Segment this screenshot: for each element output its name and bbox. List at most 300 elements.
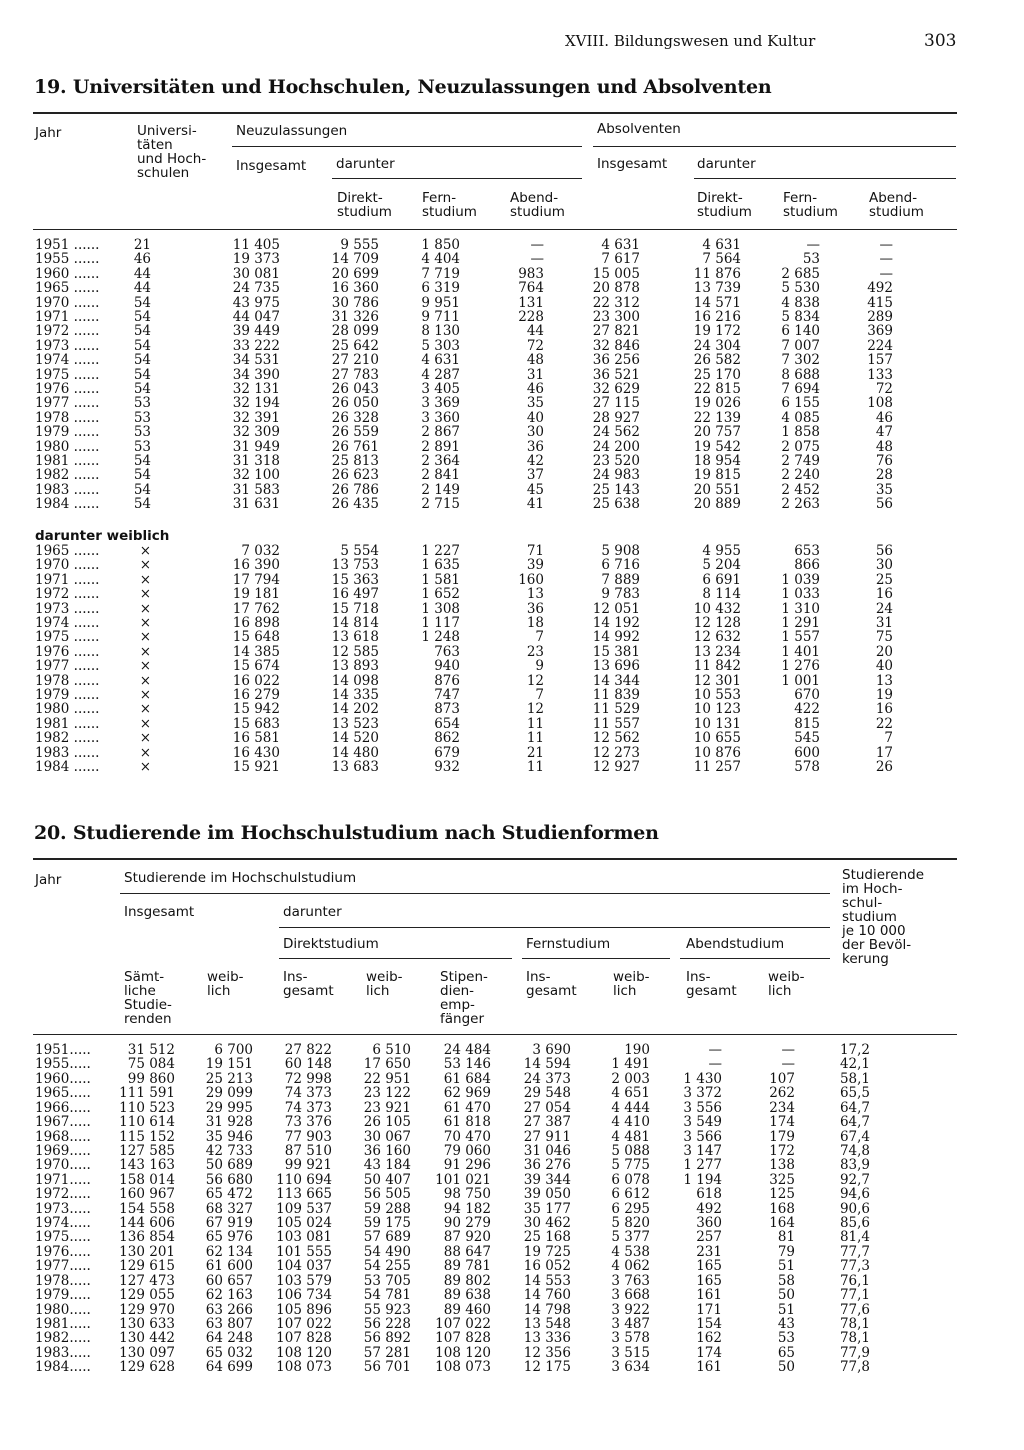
cell-year: 1969.....	[35, 1142, 91, 1159]
cell-abs-fern: 4 838	[781, 294, 820, 311]
cell-fern-weiblich: 3 763	[611, 1272, 650, 1289]
cell-abend-insgesamt: 154	[696, 1315, 722, 1332]
cell-saemtliche: 75 084	[127, 1056, 175, 1073]
cell-weiblich: 64 248	[205, 1330, 253, 1347]
cell-fern-weiblich: 5 775	[611, 1157, 650, 1174]
cell-direkt-insgesamt: 77 903	[284, 1128, 332, 1145]
cell-neu-fern: 2 364	[421, 453, 460, 469]
cell-abend-weiblich: 172	[769, 1142, 795, 1159]
cell-stipendien: 70 470	[443, 1128, 491, 1145]
cell-weiblich: 42 733	[205, 1142, 253, 1159]
cell-stipendien: 88 647	[443, 1243, 491, 1260]
cell-neu-abend: 12	[526, 701, 544, 718]
cell-year: 1973 ......	[35, 600, 100, 617]
cell-unis: 53	[133, 438, 151, 455]
cell-neu-fern: 4 631	[421, 352, 460, 369]
cell-stipendien: 87 920	[443, 1229, 491, 1246]
cell-year: 1955.....	[35, 1056, 91, 1073]
cell-je-10000: 77,9	[839, 1344, 870, 1361]
cell-neu-abend: —	[530, 237, 544, 253]
cell-neu-abend: 131	[518, 294, 544, 311]
cell-direkt-weiblich: 6 510	[372, 1042, 411, 1058]
cell-saemtliche: 99 860	[127, 1070, 175, 1087]
cell-saemtliche: 110 523	[119, 1099, 175, 1116]
cell-je-10000: 76,1	[839, 1272, 870, 1289]
cell-neu-fern: 1 308	[421, 600, 460, 617]
cell-year: 1980 ......	[35, 438, 100, 455]
cell-neu-insgesamt: 44 047	[232, 309, 280, 325]
cell-abs-direkt: 20 757	[693, 424, 741, 441]
t20-col-studierende: Studierende im Hochschulstudium	[124, 870, 357, 886]
cell-abs-direkt: 12 301	[693, 672, 741, 689]
cell-saemtliche: 115 152	[119, 1128, 175, 1145]
cell-abs-fern: 1 033	[781, 586, 820, 603]
cell-year: 1951.....	[35, 1042, 91, 1058]
t20-col-ins-abend: Ins- gesamt	[686, 969, 737, 999]
cell-neu-direkt: 16 497	[331, 586, 379, 603]
cell-neu-abend: 30	[526, 424, 544, 441]
cell-unis: 44	[133, 265, 151, 282]
table-20-top-rule	[33, 858, 957, 860]
cell-abend-weiblich: 138	[769, 1157, 795, 1174]
cell-abs-direkt: 19 026	[693, 395, 741, 412]
cell-weiblich: 63 807	[205, 1315, 253, 1332]
cell-abs-insgesamt: 15 005	[592, 265, 640, 282]
t20-col-abend: Abendstudium	[686, 936, 785, 952]
cell-abs-insgesamt: 32 846	[592, 337, 640, 354]
cell-abs-fern: 866	[794, 557, 820, 574]
cell-abend-insgesamt: 3 147	[683, 1142, 722, 1159]
cell-neu-direkt: 14 814	[331, 615, 379, 631]
cell-year: 1966.....	[35, 1099, 91, 1116]
cell-neu-insgesamt: 19 181	[232, 586, 280, 603]
cell-abend-insgesamt: 3 372	[683, 1085, 722, 1102]
cell-direkt-insgesamt: 60 148	[284, 1056, 332, 1073]
cell-weiblich: 29 995	[205, 1099, 253, 1116]
cell-direkt-weiblich: 26 105	[363, 1114, 411, 1131]
cell-fern-insgesamt: 14 553	[523, 1272, 571, 1289]
cell-unis: ×	[139, 586, 151, 603]
cell-stipendien: 89 460	[443, 1301, 491, 1318]
cell-neu-fern: 763	[434, 643, 460, 660]
cell-neu-fern: 876	[434, 672, 460, 689]
cell-neu-insgesamt: 16 430	[232, 744, 280, 761]
cell-abend-weiblich: —	[781, 1056, 795, 1073]
cell-abs-direkt: 10 131	[693, 715, 741, 732]
cell-neu-insgesamt: 15 648	[232, 629, 280, 646]
cell-abs-direkt: 19 815	[693, 467, 741, 484]
cell-neu-direkt: 26 435	[331, 496, 379, 513]
table-19-title: 19. Universitäten und Hochschulen, Neuzulassungen und Absolventen	[34, 76, 772, 98]
t20-col-ins: Insgesamt	[124, 904, 195, 920]
cell-unis: ×	[139, 643, 151, 660]
cell-je-10000: 83,9	[839, 1157, 870, 1174]
cell-unis: 54	[133, 352, 151, 369]
cell-direkt-insgesamt: 107 022	[276, 1315, 332, 1332]
cell-neu-direkt: 30 786	[331, 294, 379, 311]
cell-abs-insgesamt: 7 617	[601, 251, 640, 268]
cell-direkt-weiblich: 54 490	[363, 1243, 411, 1260]
cell-neu-abend: 37	[526, 467, 544, 484]
cell-fern-insgesamt: 30 462	[523, 1215, 571, 1232]
cell-abs-fern: 670	[794, 687, 820, 703]
cell-direkt-insgesamt: 72 998	[284, 1070, 332, 1087]
cell-weiblich: 61 600	[205, 1258, 253, 1275]
cell-stipendien: 90 279	[443, 1215, 491, 1232]
cell-weiblich: 63 266	[205, 1301, 253, 1318]
t20-col-ins-fern: Ins- gesamt	[526, 969, 577, 999]
cell-unis: ×	[139, 687, 151, 703]
t19-col-abend2: Abend- studium	[869, 190, 924, 220]
cell-neu-abend: 40	[526, 409, 544, 426]
cell-fern-weiblich: 6 295	[611, 1200, 650, 1217]
cell-year: 1974.....	[35, 1215, 91, 1232]
cell-neu-direkt: 12 585	[331, 643, 379, 660]
cell-abs-insgesamt: 12 562	[592, 730, 640, 747]
cell-direkt-insgesamt: 108 120	[276, 1344, 332, 1361]
cell-abs-abend: 28	[875, 467, 893, 484]
cell-abend-weiblich: 179	[769, 1128, 795, 1145]
cell-fern-insgesamt: 24 373	[523, 1070, 571, 1087]
cell-neu-abend: 39	[526, 557, 544, 574]
cell-abs-direkt: 10 876	[693, 744, 741, 761]
cell-neu-insgesamt: 14 385	[232, 643, 280, 660]
cell-year: 1977 ......	[35, 658, 100, 675]
cell-abs-abend: 19	[875, 687, 893, 703]
cell-neu-abend: —	[530, 251, 544, 268]
cell-je-10000: 58,1	[839, 1070, 870, 1087]
cell-abs-direkt: 12 632	[693, 629, 741, 646]
cell-direkt-insgesamt: 110 694	[276, 1171, 332, 1188]
cell-abs-abend: 133	[867, 366, 893, 383]
cell-abend-weiblich: 51	[777, 1301, 795, 1318]
t20-col-per-10000: Studierende im Hoch- schul- studium je 10 000 der Bevöl- kerung	[842, 867, 925, 967]
cell-fern-weiblich: 6 078	[611, 1171, 650, 1188]
cell-abs-insgesamt: 23 300	[592, 309, 640, 325]
t19-col-ins1: Insgesamt	[236, 158, 307, 174]
cell-fern-insgesamt: 35 177	[523, 1200, 571, 1217]
t20-col-direkt: Direktstudium	[283, 936, 379, 952]
cell-fern-insgesamt: 14 594	[523, 1056, 571, 1073]
cell-year: 1983 ......	[35, 481, 100, 498]
cell-unis: 54	[133, 496, 151, 513]
cell-fern-weiblich: 4 062	[611, 1258, 650, 1275]
cell-abend-weiblich: 81	[777, 1229, 795, 1246]
cell-year: 1981.....	[35, 1315, 91, 1332]
cell-je-10000: 42,1	[839, 1056, 870, 1073]
cell-unis: 54	[133, 453, 151, 469]
cell-neu-fern: 7 719	[421, 265, 460, 282]
cell-fern-weiblich: 4 481	[611, 1128, 650, 1145]
cell-fern-insgesamt: 25 168	[523, 1229, 571, 1246]
cell-stipendien: 91 296	[443, 1157, 491, 1174]
cell-abs-direkt: 10 655	[693, 730, 741, 747]
cell-abend-weiblich: —	[781, 1042, 795, 1058]
cell-neu-fern: 4 287	[421, 366, 460, 383]
cell-abend-weiblich: 107	[769, 1070, 795, 1087]
cell-abs-insgesamt: 24 983	[592, 467, 640, 484]
cell-direkt-insgesamt: 107 828	[276, 1330, 332, 1347]
cell-abs-direkt: 13 739	[693, 280, 741, 297]
cell-neu-direkt: 15 718	[331, 600, 379, 617]
cell-abs-abend: 24	[875, 600, 893, 617]
cell-year: 1970 ......	[35, 294, 100, 311]
cell-neu-direkt: 5 554	[340, 543, 379, 559]
t19-col-direkt: Direkt- studium	[337, 190, 392, 220]
cell-neu-direkt: 14 709	[331, 251, 379, 268]
cell-fern-weiblich: 4 538	[611, 1243, 650, 1260]
cell-neu-abend: 11	[526, 759, 544, 775]
cell-unis: 54	[133, 467, 151, 484]
cell-unis: 54	[133, 481, 151, 498]
cell-year: 1983 ......	[35, 744, 100, 761]
cell-abs-insgesamt: 27 821	[592, 323, 640, 340]
cell-abs-fern: 1 039	[781, 571, 820, 588]
t19-col-fern2: Fern- studium	[783, 190, 838, 220]
cell-neu-fern: 679	[434, 744, 460, 761]
t19-subheading: darunter weiblich	[35, 528, 170, 544]
cell-neu-insgesamt: 19 373	[232, 251, 280, 268]
cell-year: 1978.....	[35, 1272, 91, 1289]
cell-direkt-weiblich: 56 505	[363, 1186, 411, 1203]
cell-abs-fern: 2 263	[781, 496, 820, 513]
cell-neu-direkt: 20 699	[331, 265, 379, 282]
cell-direkt-weiblich: 59 175	[363, 1215, 411, 1232]
cell-abs-insgesamt: 11 529	[592, 701, 640, 718]
cell-neu-fern: 654	[434, 715, 460, 732]
cell-fern-weiblich: 5 088	[611, 1142, 650, 1159]
cell-neu-direkt: 14 520	[331, 730, 379, 747]
t19-col-fern: Fern- studium	[422, 190, 477, 220]
cell-neu-fern: 3 369	[421, 395, 460, 412]
cell-abs-abend: 47	[875, 424, 893, 441]
t20-col-weib-abend: weib- lich	[768, 969, 805, 999]
t19-col-dar1: darunter	[336, 156, 395, 172]
cell-neu-fern: 2 891	[421, 438, 460, 455]
cell-abs-insgesamt: 20 878	[592, 280, 640, 297]
cell-neu-direkt: 13 683	[331, 759, 379, 775]
cell-je-10000: 74,8	[839, 1142, 870, 1159]
cell-stipendien: 53 146	[443, 1056, 491, 1073]
cell-direkt-weiblich: 54 255	[363, 1258, 411, 1275]
cell-direkt-weiblich: 55 923	[363, 1301, 411, 1318]
cell-unis: ×	[139, 715, 151, 732]
cell-neu-fern: 4 404	[421, 251, 460, 268]
cell-neu-abend: 36	[526, 438, 544, 455]
cell-abs-fern: 600	[794, 744, 820, 761]
cell-neu-fern: 1 227	[421, 543, 460, 559]
cell-abs-direkt: 26 582	[693, 352, 741, 369]
cell-abend-weiblich: 234	[769, 1099, 795, 1116]
cell-neu-abend: 983	[518, 265, 544, 282]
cell-abs-insgesamt: 11 839	[592, 687, 640, 703]
cell-abs-direkt: 13 234	[693, 643, 741, 660]
cell-year: 1972.....	[35, 1186, 91, 1203]
cell-abs-abend: 76	[875, 453, 893, 469]
cell-neu-insgesamt: 11 405	[232, 237, 280, 253]
cell-unis: ×	[139, 543, 151, 559]
cell-weiblich: 65 472	[205, 1186, 253, 1203]
cell-unis: ×	[139, 571, 151, 588]
cell-neu-abend: 160	[518, 571, 544, 588]
cell-abs-fern: 1 001	[781, 672, 820, 689]
cell-unis: 54	[133, 381, 151, 397]
cell-abs-fern: 7 302	[781, 352, 820, 369]
cell-abs-direkt: 20 551	[693, 481, 741, 498]
cell-abend-insgesamt: 161	[696, 1359, 722, 1376]
t19-col-direkt2: Direkt- studium	[697, 190, 752, 220]
cell-neu-fern: 1 850	[421, 237, 460, 253]
cell-fern-weiblich: 4 410	[611, 1114, 650, 1131]
cell-direkt-insgesamt: 73 376	[284, 1114, 332, 1131]
cell-year: 1984 ......	[35, 759, 100, 775]
cell-neu-abend: 72	[526, 337, 544, 354]
cell-weiblich: 25 213	[205, 1070, 253, 1087]
cell-abs-abend: 16	[875, 701, 893, 718]
cell-year: 1967.....	[35, 1114, 91, 1131]
cell-abend-insgesamt: 257	[696, 1229, 722, 1246]
cell-saemtliche: 144 606	[119, 1215, 175, 1232]
cell-abs-insgesamt: 12 273	[592, 744, 640, 761]
cell-year: 1982.....	[35, 1330, 91, 1347]
cell-neu-fern: 1 581	[421, 571, 460, 588]
cell-neu-abend: 228	[518, 309, 544, 325]
cell-abs-insgesamt: 14 344	[592, 672, 640, 689]
cell-abend-insgesamt: 3 556	[683, 1099, 722, 1116]
cell-abs-insgesamt: 6 716	[601, 557, 640, 574]
cell-direkt-weiblich: 43 184	[363, 1157, 411, 1174]
cell-abend-insgesamt: 492	[696, 1200, 722, 1217]
cell-stipendien: 101 021	[435, 1171, 491, 1188]
cell-neu-direkt: 9 555	[340, 237, 379, 253]
cell-weiblich: 62 163	[205, 1287, 253, 1304]
cell-abend-insgesamt: 171	[696, 1301, 722, 1318]
cell-neu-abend: 31	[526, 366, 544, 383]
t19-col-jahr: Jahr	[35, 125, 62, 141]
cell-je-10000: 90,6	[839, 1200, 870, 1217]
cell-je-10000: 78,1	[839, 1315, 870, 1332]
cell-fern-weiblich: 3 634	[611, 1359, 650, 1376]
cell-direkt-insgesamt: 74 373	[284, 1099, 332, 1116]
cell-abs-fern: 578	[794, 759, 820, 775]
cell-neu-fern: 2 867	[421, 424, 460, 441]
cell-fern-weiblich: 190	[624, 1042, 650, 1058]
page-number: 303	[924, 31, 957, 51]
t19-col-neuzulassungen: Neuzulassungen	[236, 123, 348, 139]
cell-abs-direkt: 10 123	[693, 701, 741, 718]
cell-je-10000: 78,1	[839, 1330, 870, 1347]
cell-abs-fern: —	[806, 237, 820, 253]
cell-abs-abend: 31	[875, 615, 893, 631]
cell-neu-fern: 2 715	[421, 496, 460, 513]
cell-neu-insgesamt: 39 449	[232, 323, 280, 340]
cell-neu-fern: 940	[434, 658, 460, 675]
cell-abend-insgesamt: 360	[696, 1215, 722, 1232]
cell-direkt-weiblich: 30 067	[363, 1128, 411, 1145]
cell-neu-direkt: 15 363	[331, 571, 379, 588]
cell-saemtliche: 154 558	[119, 1200, 175, 1217]
cell-fern-weiblich: 3 668	[611, 1287, 650, 1304]
cell-neu-insgesamt: 15 683	[232, 715, 280, 732]
cell-abs-fern: 1 557	[781, 629, 820, 646]
cell-neu-direkt: 28 099	[331, 323, 379, 340]
cell-neu-insgesamt: 17 762	[232, 600, 280, 617]
cell-direkt-weiblich: 53 705	[363, 1272, 411, 1289]
cell-neu-insgesamt: 15 674	[232, 658, 280, 675]
cell-year: 1972 ......	[35, 323, 100, 340]
cell-neu-insgesamt: 7 032	[241, 543, 280, 559]
cell-direkt-weiblich: 57 281	[363, 1344, 411, 1361]
cell-neu-fern: 1 117	[421, 615, 460, 631]
cell-year: 1973.....	[35, 1200, 91, 1217]
cell-year: 1982 ......	[35, 730, 100, 747]
cell-abs-insgesamt: 4 631	[601, 237, 640, 253]
cell-unis: ×	[139, 615, 151, 631]
t20-header-bottom-rule	[33, 1034, 957, 1035]
cell-unis: 46	[133, 251, 151, 268]
cell-abs-insgesamt: 32 629	[592, 381, 640, 397]
cell-direkt-insgesamt: 27 822	[284, 1042, 332, 1058]
cell-neu-direkt: 14 098	[331, 672, 379, 689]
cell-fern-weiblich: 5 820	[611, 1215, 650, 1232]
cell-abs-fern: 5 530	[781, 280, 820, 297]
cell-neu-abend: 9	[535, 658, 544, 675]
cell-direkt-weiblich: 59 288	[363, 1200, 411, 1217]
cell-neu-direkt: 26 043	[331, 381, 379, 397]
cell-neu-insgesamt: 16 022	[232, 672, 280, 689]
cell-fern-insgesamt: 3 690	[532, 1042, 571, 1058]
cell-stipendien: 107 022	[435, 1315, 491, 1332]
cell-abend-insgesamt: 162	[696, 1330, 722, 1347]
cell-saemtliche: 127 473	[119, 1272, 175, 1289]
t19-rule-dar1	[332, 178, 582, 179]
cell-abs-fern: 53	[802, 251, 820, 268]
cell-abend-insgesamt: 165	[696, 1258, 722, 1275]
cell-direkt-insgesamt: 105 896	[276, 1301, 332, 1318]
cell-neu-fern: 2 149	[421, 481, 460, 498]
cell-neu-fern: 8 130	[421, 323, 460, 340]
cell-abs-fern: 7 694	[781, 381, 820, 397]
cell-abs-abend: 40	[875, 658, 893, 675]
cell-neu-direkt: 25 642	[331, 337, 379, 354]
cell-neu-fern: 747	[434, 687, 460, 703]
cell-saemtliche: 110 614	[119, 1114, 175, 1131]
cell-stipendien: 108 073	[435, 1359, 491, 1376]
cell-abs-abend: 17	[875, 744, 893, 761]
cell-weiblich: 65 032	[205, 1344, 253, 1361]
cell-abs-abend: —	[879, 265, 893, 282]
cell-fern-weiblich: 1 491	[611, 1056, 650, 1073]
cell-abs-fern: 1 310	[781, 600, 820, 617]
cell-je-10000: 77,1	[839, 1287, 870, 1304]
cell-stipendien: 62 969	[443, 1085, 491, 1102]
cell-saemtliche: 129 615	[119, 1258, 175, 1275]
cell-unis: 21	[133, 237, 151, 253]
cell-direkt-weiblich: 50 407	[363, 1171, 411, 1188]
t20-col-weib1: weib- lich	[207, 969, 244, 999]
cell-abs-insgesamt: 36 521	[592, 366, 640, 383]
cell-unis: 53	[133, 409, 151, 426]
cell-direkt-weiblich: 17 650	[363, 1056, 411, 1073]
section-header: XVIII. Bildungswesen und Kultur	[565, 32, 816, 50]
cell-saemtliche: 136 854	[119, 1229, 175, 1246]
cell-abs-abend: 415	[867, 294, 893, 311]
cell-abs-direkt: 11 257	[693, 759, 741, 775]
cell-year: 1960 ......	[35, 265, 100, 282]
cell-fern-insgesamt: 39 050	[523, 1186, 571, 1203]
cell-abs-insgesamt: 11 557	[592, 715, 640, 732]
t20-col-jahr: Jahr	[35, 872, 62, 888]
